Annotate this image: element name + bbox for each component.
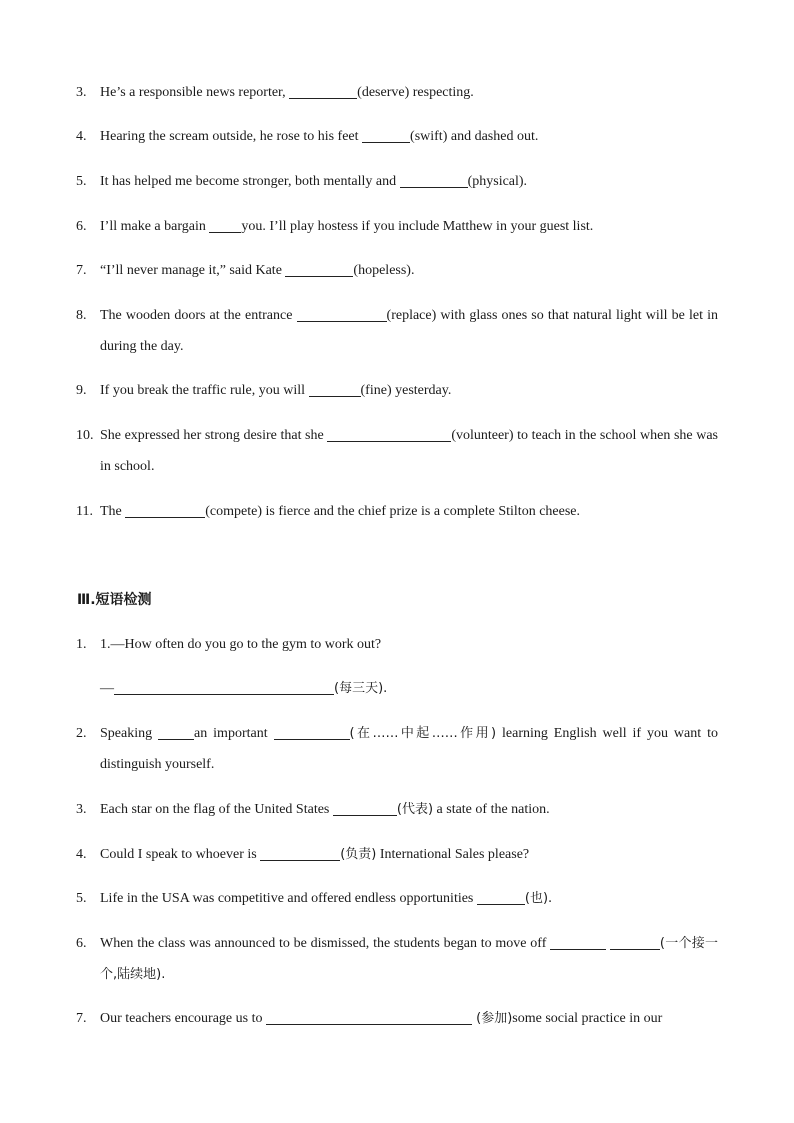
question-text: Hearing the scream outside, he rose to his feet (swift) and dashed out. (100, 121, 718, 152)
answer-blank[interactable] (260, 844, 340, 861)
question-text: The wooden doors at the entrance (replace) with glass ones so that natural light will be let in during the day. (100, 300, 718, 362)
question-number: 3. (76, 802, 87, 817)
section-heading: Ⅲ.短语检测 (77, 592, 152, 608)
question-text: I’ll make a bargain you. I’ll play hostess if you include Matthew in your guest list. (100, 211, 718, 242)
question-number: 3. (76, 85, 87, 100)
answer-blank[interactable] (158, 723, 194, 740)
question-text: The (compete) is fierce and the chief prize is a complete Stilton cheese. (100, 496, 718, 527)
question-text: She expressed her strong desire that she (volunteer) to teach in the school when she was in school. (100, 420, 718, 482)
question-text: Could I speak to whoever is (负责) International Sales please? (100, 839, 718, 870)
answer-blank[interactable] (333, 799, 397, 816)
question-number: 10. (76, 428, 94, 443)
question-number: 2. (76, 726, 87, 741)
question-number: 4. (76, 129, 87, 144)
answer-blank[interactable] (550, 933, 606, 950)
question-text: He’s a responsible news reporter, (deserve) respecting. (100, 77, 718, 108)
question-text: Speaking an important (在……中起……作用) learning English well if you want to distinguish yourself. (100, 718, 718, 780)
question-number: 7. (76, 1011, 87, 1026)
question-number: 6. (76, 936, 87, 951)
answer-blank[interactable] (209, 216, 241, 233)
answer-blank[interactable] (477, 888, 525, 905)
answer-blank[interactable] (327, 425, 451, 442)
question-number: 4. (76, 847, 87, 862)
question-text: Each star on the flag of the United States (代表) a state of the nation. (100, 794, 718, 825)
answer-blank[interactable] (400, 171, 468, 188)
question-text: If you break the traffic rule, you will (fine) yesterday. (100, 375, 718, 406)
answer-blank[interactable] (289, 82, 357, 99)
answer-blank[interactable] (610, 933, 660, 950)
answer-blank[interactable] (125, 501, 205, 518)
question-number: 1. (76, 637, 87, 652)
answer-blank[interactable] (114, 678, 334, 695)
question-number: 11. (76, 504, 93, 519)
answer-blank[interactable] (297, 305, 387, 322)
question-number: 9. (76, 383, 87, 398)
answer-blank[interactable] (266, 1008, 472, 1025)
question-number: 8. (76, 308, 87, 323)
question-number: 5. (76, 891, 87, 906)
question-text: Life in the USA was competitive and offered endless opportunities (也). (100, 883, 718, 914)
question-number: 5. (76, 174, 87, 189)
question-text: It has helped me become stronger, both mentally and (physical). (100, 166, 718, 197)
question-number: 6. (76, 219, 87, 234)
answer-blank[interactable] (309, 380, 361, 397)
answer-blank[interactable] (285, 260, 353, 277)
question-text: When the class was announced to be dismissed, the students began to move off (一个接一个,陆续地). (100, 928, 718, 990)
answer-blank[interactable] (362, 126, 410, 143)
question-text: “I’ll never manage it,” said Kate (hopeless). (100, 255, 718, 286)
question-text: 1.—How often do you go to the gym to work out? — (每三天). (100, 637, 388, 696)
question-number: 7. (76, 263, 87, 278)
answer-blank[interactable] (274, 723, 350, 740)
question-text: Our teachers encourage us to (参加)some social practice in our (100, 1003, 718, 1034)
